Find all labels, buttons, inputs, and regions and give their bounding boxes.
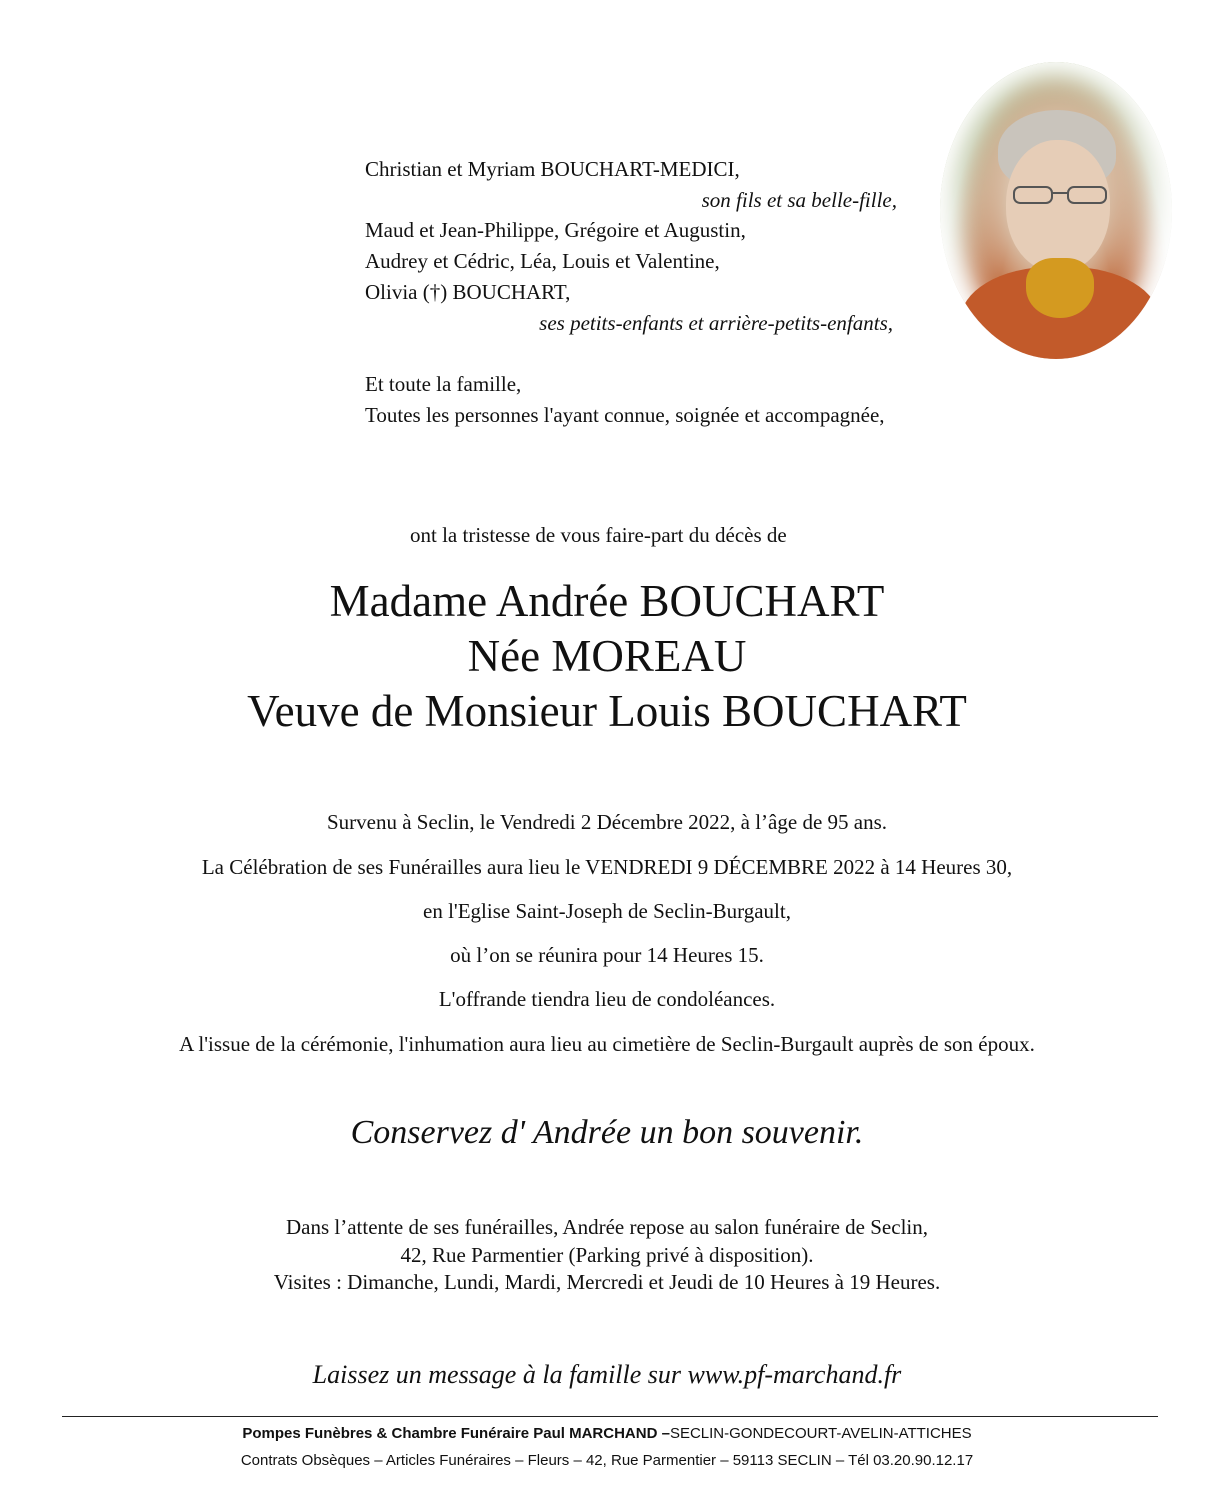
detail-death: Survenu à Seclin, le Vendredi 2 Décembre 2022, à l’âge de 95 ans. xyxy=(326,810,888,834)
announcement: ont la tristesse de vous faire-part du décès de xyxy=(410,523,787,547)
portrait-collar xyxy=(1026,258,1094,318)
visits-line-1: Dans l’attente de ses funérailles, Andrée repose au salon funéraire de Seclin, xyxy=(286,1215,928,1239)
family-role-grandchildren: ses petits-enfants et arrière-petits-enfants, xyxy=(539,311,893,335)
portrait-photo xyxy=(940,62,1172,359)
family-line-grandchildren-3: Olivia (†) BOUCHART, xyxy=(365,280,571,304)
deceased-maiden-name: Née MOREAU xyxy=(467,631,747,681)
family-role-son: son fils et sa belle-fille, xyxy=(701,188,897,212)
visits-line-2: 42, Rue Parmentier (Parking privé à disposition). xyxy=(400,1243,814,1267)
memory-phrase: Conservez d' Andrée un bon souvenir. xyxy=(350,1114,864,1151)
footer-divider xyxy=(62,1416,1158,1417)
portrait-face xyxy=(1006,140,1110,272)
portrait-glasses xyxy=(1010,184,1110,206)
detail-celebration: La Célébration de ses Funérailles aura lieu le VENDREDI 9 DÉCEMBRE 2022 à 14 Heures 30, xyxy=(201,855,1013,879)
footer-company: Pompes Funèbres & Chambre Funéraire Paul MARCHAND – xyxy=(242,1425,670,1442)
deceased-name: Madame Andrée BOUCHART xyxy=(329,576,885,626)
family-line-son: Christian et Myriam BOUCHART-MEDICI, xyxy=(365,157,740,181)
visits-line-3: Visites : Dimanche, Lundi, Mardi, Mercredi et Jeudi de 10 Heures à 19 Heures. xyxy=(273,1270,941,1294)
family-line-grandchildren-2: Audrey et Cédric, Léa, Louis et Valentine, xyxy=(365,249,720,273)
deceased-widow-of: Veuve de Monsieur Louis BOUCHART xyxy=(247,686,967,736)
detail-burial: A l'issue de la cérémonie, l'inhumation aura lieu au cimetière de Seclin-Burgault auprès de son époux. xyxy=(179,1032,1035,1056)
footer-services: Contrats Obsèques – Articles Funéraires – Fleurs – 42, Rue Parmentier – 59113 SECLIN – Tél 03.20.90.12.17 xyxy=(240,1452,974,1469)
message-link-text: Laissez un message à la famille sur www.pf-marchand.fr xyxy=(312,1360,902,1389)
family-line-all: Et toute la famille, xyxy=(365,372,522,396)
detail-offering: L'offrande tiendra lieu de condoléances. xyxy=(438,987,776,1011)
footer-locations: SECLIN-GONDECOURT-AVELIN-ATTICHES xyxy=(669,1425,972,1442)
family-line-persons: Toutes les personnes l'ayant connue, soignée et accompagnée, xyxy=(365,403,885,427)
detail-church: en l'Eglise Saint-Joseph de Seclin-Burgault, xyxy=(423,899,791,923)
family-line-grandchildren-1: Maud et Jean-Philippe, Grégoire et Augustin, xyxy=(365,218,746,242)
detail-gathering: où l’on se réunira pour 14 Heures 15. xyxy=(450,943,764,967)
footer-company-line xyxy=(0,1425,1214,1442)
